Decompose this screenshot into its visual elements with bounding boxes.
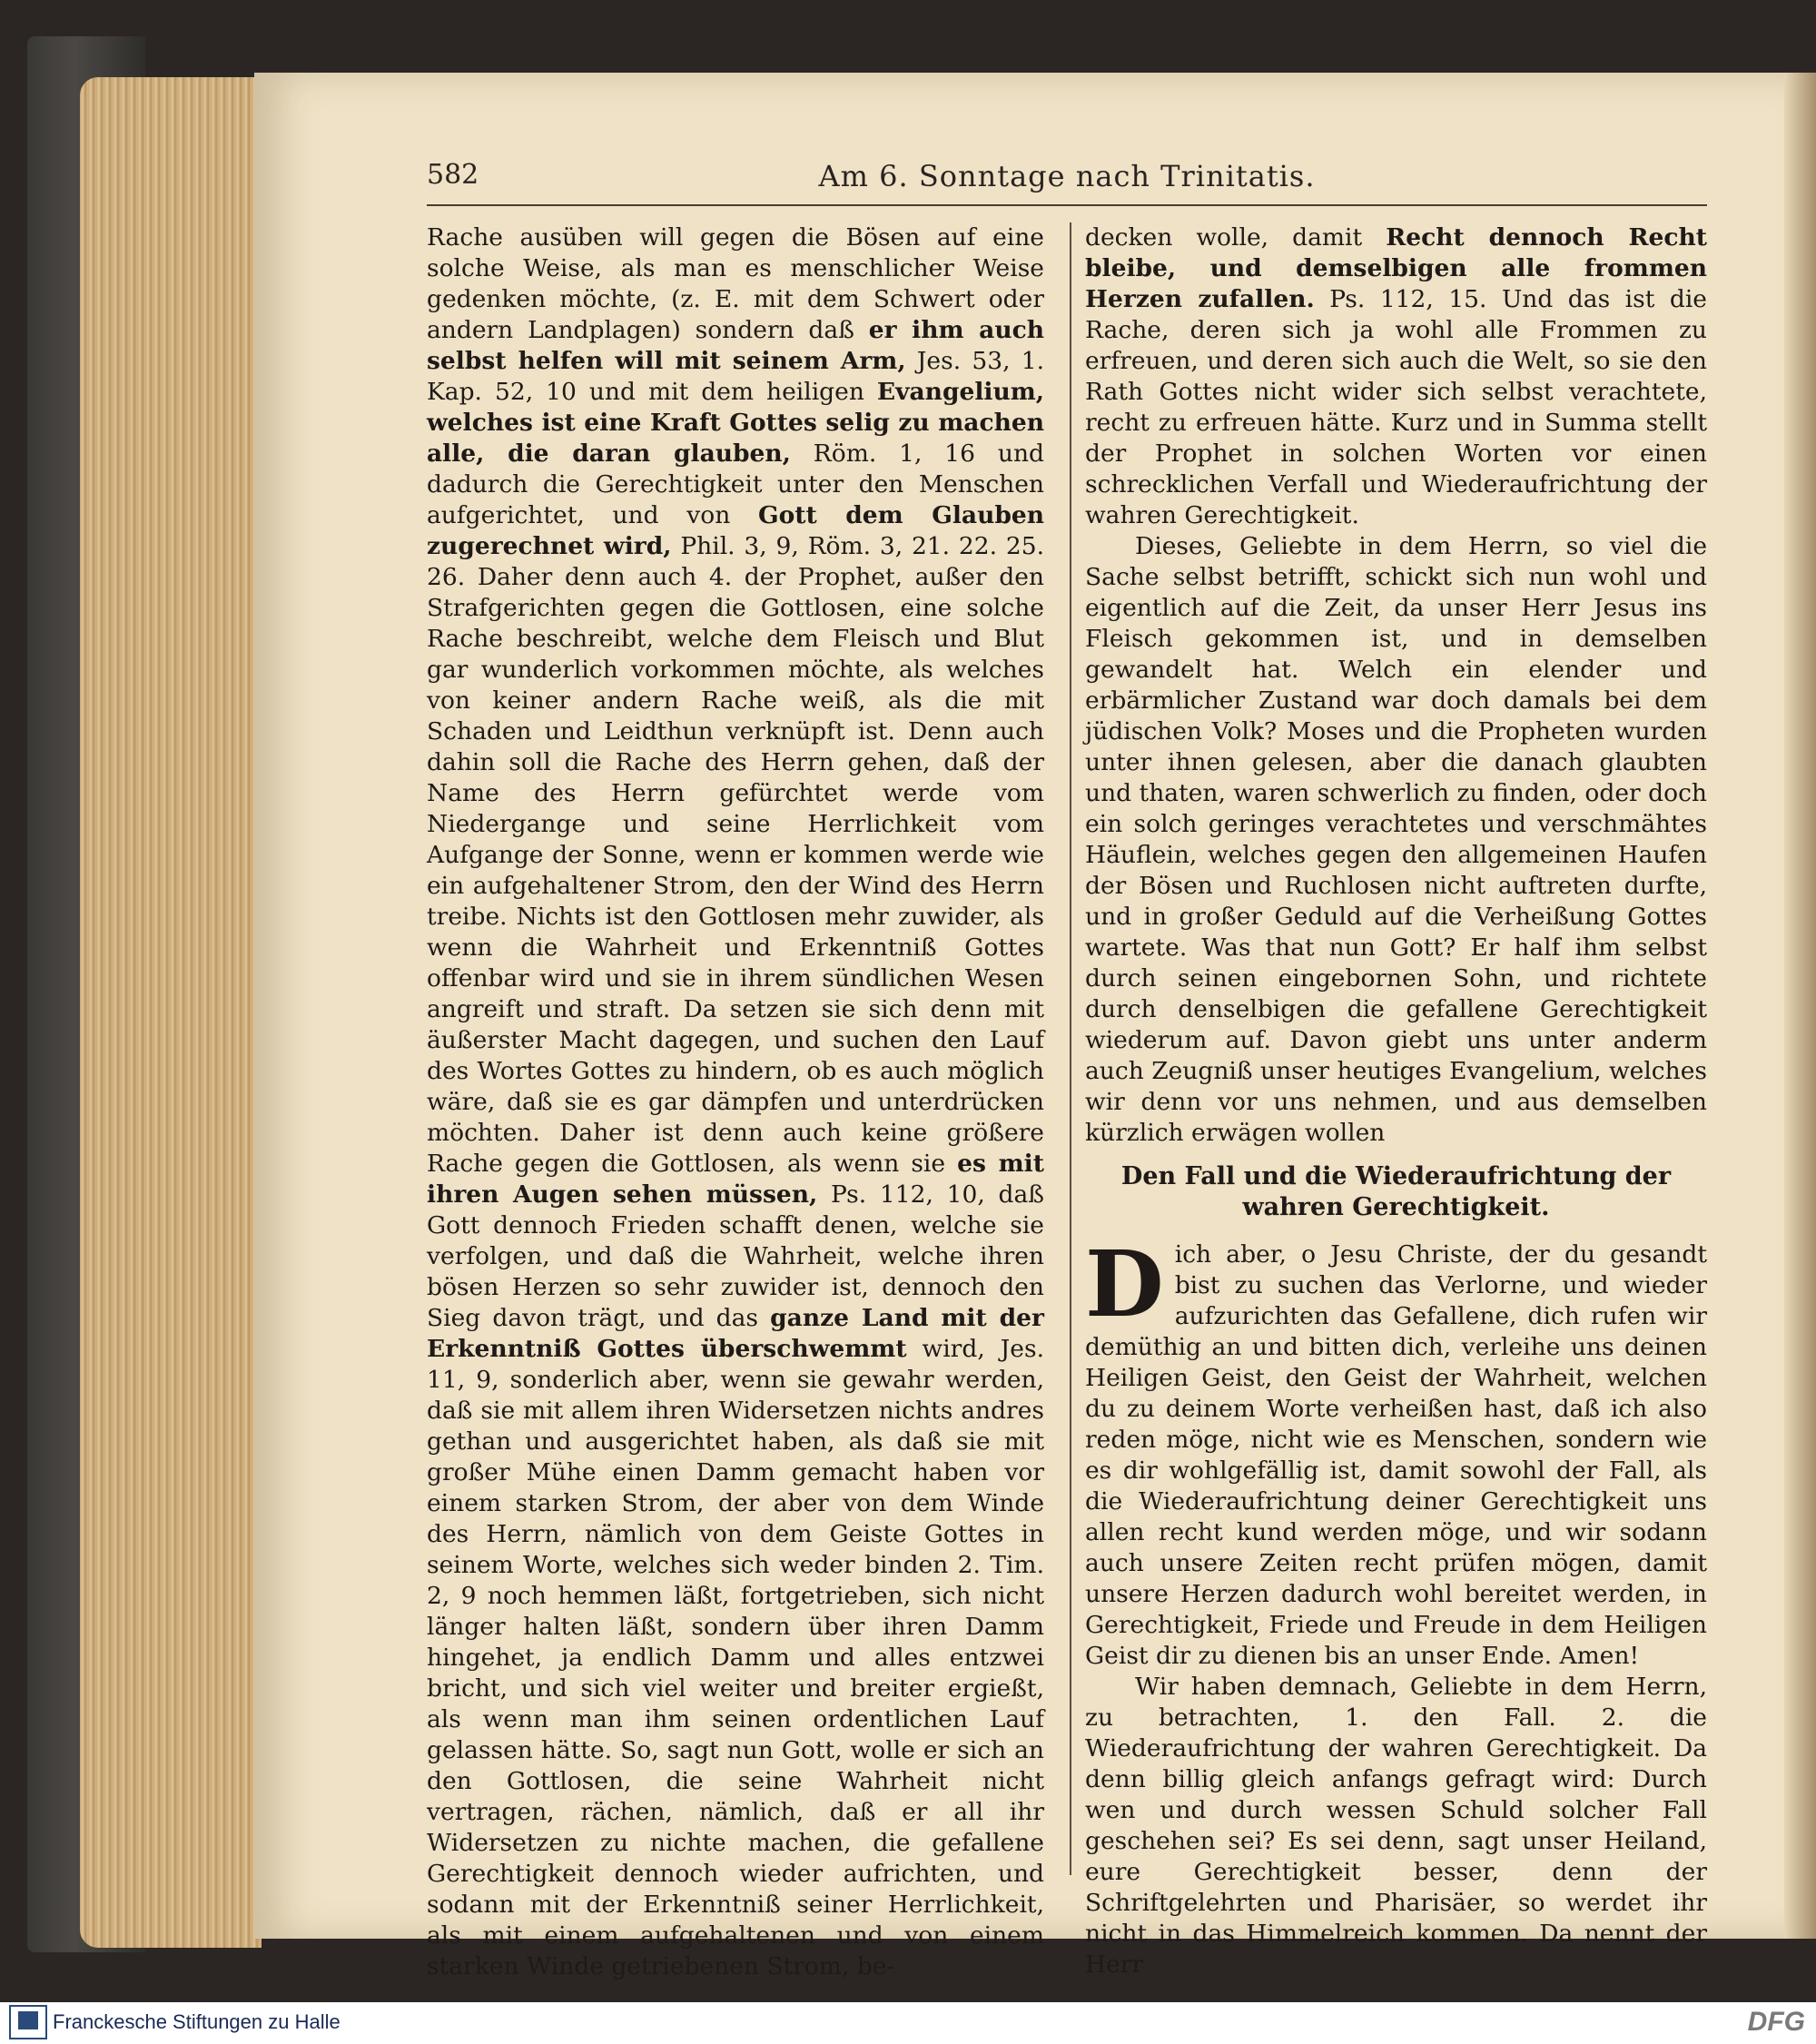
text-run: Röm. 1, 16 und dadurch die Gerechtigkeit unter den Menschen aufgerichtet, und von [427,439,1044,529]
column-divider [1070,222,1071,1875]
running-title: Am 6. Sonntage nach Trinitatis. [818,159,1316,193]
text-run: Ps. 112, 15. Und das ist die Rache, deren sich ja wohl alle Frommen zu erfreuen, und deren sich auch die Welt, so sie den Rath Gottes nicht wider sich selbst verachtete, recht zu erfreuen hätte. Kurz und in Summa stellt der Prophet in solchen Worten vor einen schrecklichen Verfall und Wiederaufrichtung der wahren Gerechtigkeit. [1085,285,1707,529]
running-head [427,159,1707,206]
bold-text-run: Gott dem Glauben zugerechnet wird, [427,501,1045,560]
prayer-paragraph [1085,1230,1707,1672]
page-right-edge [1784,73,1816,1939]
book-page [254,73,1789,1980]
section-heading: Den Fall und die Wiederaufrichtung der wahren Gerechtigkeit. [1120,1162,1672,1221]
bold-text-run: ganze Land mit der Erkenntniß Gottes überschwemmt [427,1304,1044,1363]
left-column [427,222,1044,1982]
dfg-logo: DFG [1747,2007,1805,2037]
right-paragraph-2: Dieses, Geliebte in dem Herrn, so viel die Sache selbst betrifft, schickt sich nun wohl und eigentlich auf die Zeit, da unser Herr Jesus ins Fleisch gekommen ist, und in demselben gewandelt hat. Welch ein elender und erbärmlicher Zustand war doch damals bei dem jüdischen Volk? Moses und die Propheten wurden unter ihnen gelesen, aber die danach glaubten und thaten, waren schwerlich zu finden, oder doch ein solch geringes verachtetes und verschmähtes Häuflein, welches gegen den allgemeinen Haufen der Bösen und Ruchlosen nicht auftreten durfte, und in großer Geduld auf die Verheißung Gottes wartete. Was that nun Gott? Er half ihm selbst durch seinen eingebornen Sohn, und richtete durch denselbigen die gefallene Gerechtigkeit wiederum auf. Davon giebt uns unter anderm auch Zeugniß unser heutiges Evangelium, welches wir denn vor uns nehmen, und aus demselben kürzlich erwägen wollen [1085,532,1707,1147]
drop-cap: D [1085,1230,1164,1338]
left-paragraph [427,222,1044,1982]
bold-text-run: Evangelium, welches ist eine Kraft Gottes selig zu machen alle, die daran glauben, [427,378,1044,468]
text-run: Rache ausüben will gegen die Bösen auf eine solche Weise, als man es menschlicher Weise gedenken möchte, (z. E. mit dem Schwert oder andern Landplagen) sondern daß [427,223,1044,344]
right-paragraph-3: Wir haben demnach, Geliebte in dem Herrn, zu betrachten, 1. den Fall. 2. die Wiederaufrichtung der wahren Gerechtigkeit. Da denn billig gleich anfangs gefragt wird: Durch wen und durch wessen Schuld solcher Fall geschehen sei? Es sei denn, sagt unser Heiland, eure Gerechtigkeit besser, denn der Schriftgelehrten und Pharisäer, so werdet ihr nicht in das Himmelreich kommen. Da nennt der Herr [1085,1673,1707,1979]
prayer-text: ich aber, o Jesu Christe, der du gesandt bist zu suchen das Verlorne, und wieder aufzurichten das Gefallene, dich rufen wir demüthig an und bitten dich, verleihe uns deinen Heiligen Geist, den Geist der Wahrheit, welchen du zu deinem Worte verheißen hast, daß ich also reden möge, nicht wie es Menschen, sondern wie es dir wohlgefällig ist, damit sowohl der Fall, als die Wiederaufrichtung deiner Gerechtigkeit uns allen recht kund werden möge, und wir sodann auch unsere Zeiten recht prüfen mögen, damit unsere Herzen dadurch wohl bereitet werden, in Gerechtigkeit, Friede und Freude in dem Heiligen Geist dir zu dienen bis an unser Ende. Amen! [1085,1240,1707,1670]
bold-text-run: Recht dennoch Recht bleibe, und demselbigen alle frommen Herzen zufallen. [1085,223,1707,313]
text-run: Phil. 3, 9, Röm. 3, 21. 22. 25. 26. Daher denn auch 4. der Prophet, außer den Strafgerichten gegen die Gottlosen, eine solche Rache beschreibt, welche dem Fleisch und Blut gar wunderlich vorkommen möchte, als welches von keiner andern Rache weiß, als die mit Schaden und Leidthun verknüpft ist. Denn auch dahin soll die Rache des Herrn gehen, daß der Name des Herrn gefürchtet werde vom Niedergange und seine Herrlichkeit vom Aufgange der Sonne, wenn er kommen werde wie ein aufgehaltener Strom, den der Wind des Herrn treibe. Nichts ist den Gottlosen mehr zuwider, als wenn die Wahrheit und Erkenntniß Gottes offenbar wird und sie in ihrem sündlichen Wesen angreift und straft. Da setzen sie sich denn mit äußerster Macht dagegen, und suchen den Lauf des Wortes Gottes zu hindern, ob es auch möglich wäre, daß sie es gar dämpfen und unterdrücken möchten. Daher ist denn auch keine größere Rache gegen die Gottlosen, als wenn sie [427,532,1045,1178]
bold-text-run: es mit ihren Augen sehen müssen, [427,1150,1044,1209]
text-run: Ps. 112, 10, daß Gott dennoch Frieden schafft denen, welche sie verfolgen, und daß die Wahrheit, welche ihren bösen Herzen so sehr zuwider ist, dennoch den Sieg davon trägt, und das [427,1180,1044,1332]
right-column [1085,222,1707,1980]
text-run: decken wolle, damit [1085,223,1387,252]
institution-logo-icon [9,2005,47,2039]
bold-text-run: er ihm auch selbst helfen will mit seinem Arm, [427,316,1044,375]
page-edges [80,77,262,1948]
text-run: Jes. 53, 1. Kap. 52, 10 und mit dem heiligen [427,347,1044,406]
page-number: 582 [427,159,479,191]
text-run: wird, Jes. 11, 9, sonderlich aber, wenn sie gewahr werden, daß sie mit allem ihren Widersetzen nichts andres gethan und ausgerichtet haben, als daß sie mit großer Mühe einen Damm gemacht haben vor einem starken Strom, der aber von dem Winde des Herrn, nämlich von dem Geiste Gottes in seinem Worte, welches sich weder binden 2. Tim. 2, 9 noch hemmen läßt, fortgetrieben, sich nicht länger halten läßt, sondern über ihren Damm hingehet, ja endlich Damm und alles entzwei bricht, und sich viel weiter und breiter ergießt, als wenn man ihm seinen ordentlichen Lauf gelassen hätte. So, sagt nun Gott, wolle er sich an den Gottlosen, die seine Wahrheit nicht vertragen, rächen, nämlich, daß er all ihr Widersetzen zu nichte machen, die gefallene Gerechtigkeit dennoch wieder aufrichten, und sodann mit der Erkenntniß seiner Herrlichkeit, als mit einem aufgehaltenen und von einem starken Winde getriebenen Strom, be- [427,1335,1044,1980]
right-paragraph-1 [1085,222,1707,531]
institution-name: Franckesche Stiftungen zu Halle [53,2010,340,2033]
